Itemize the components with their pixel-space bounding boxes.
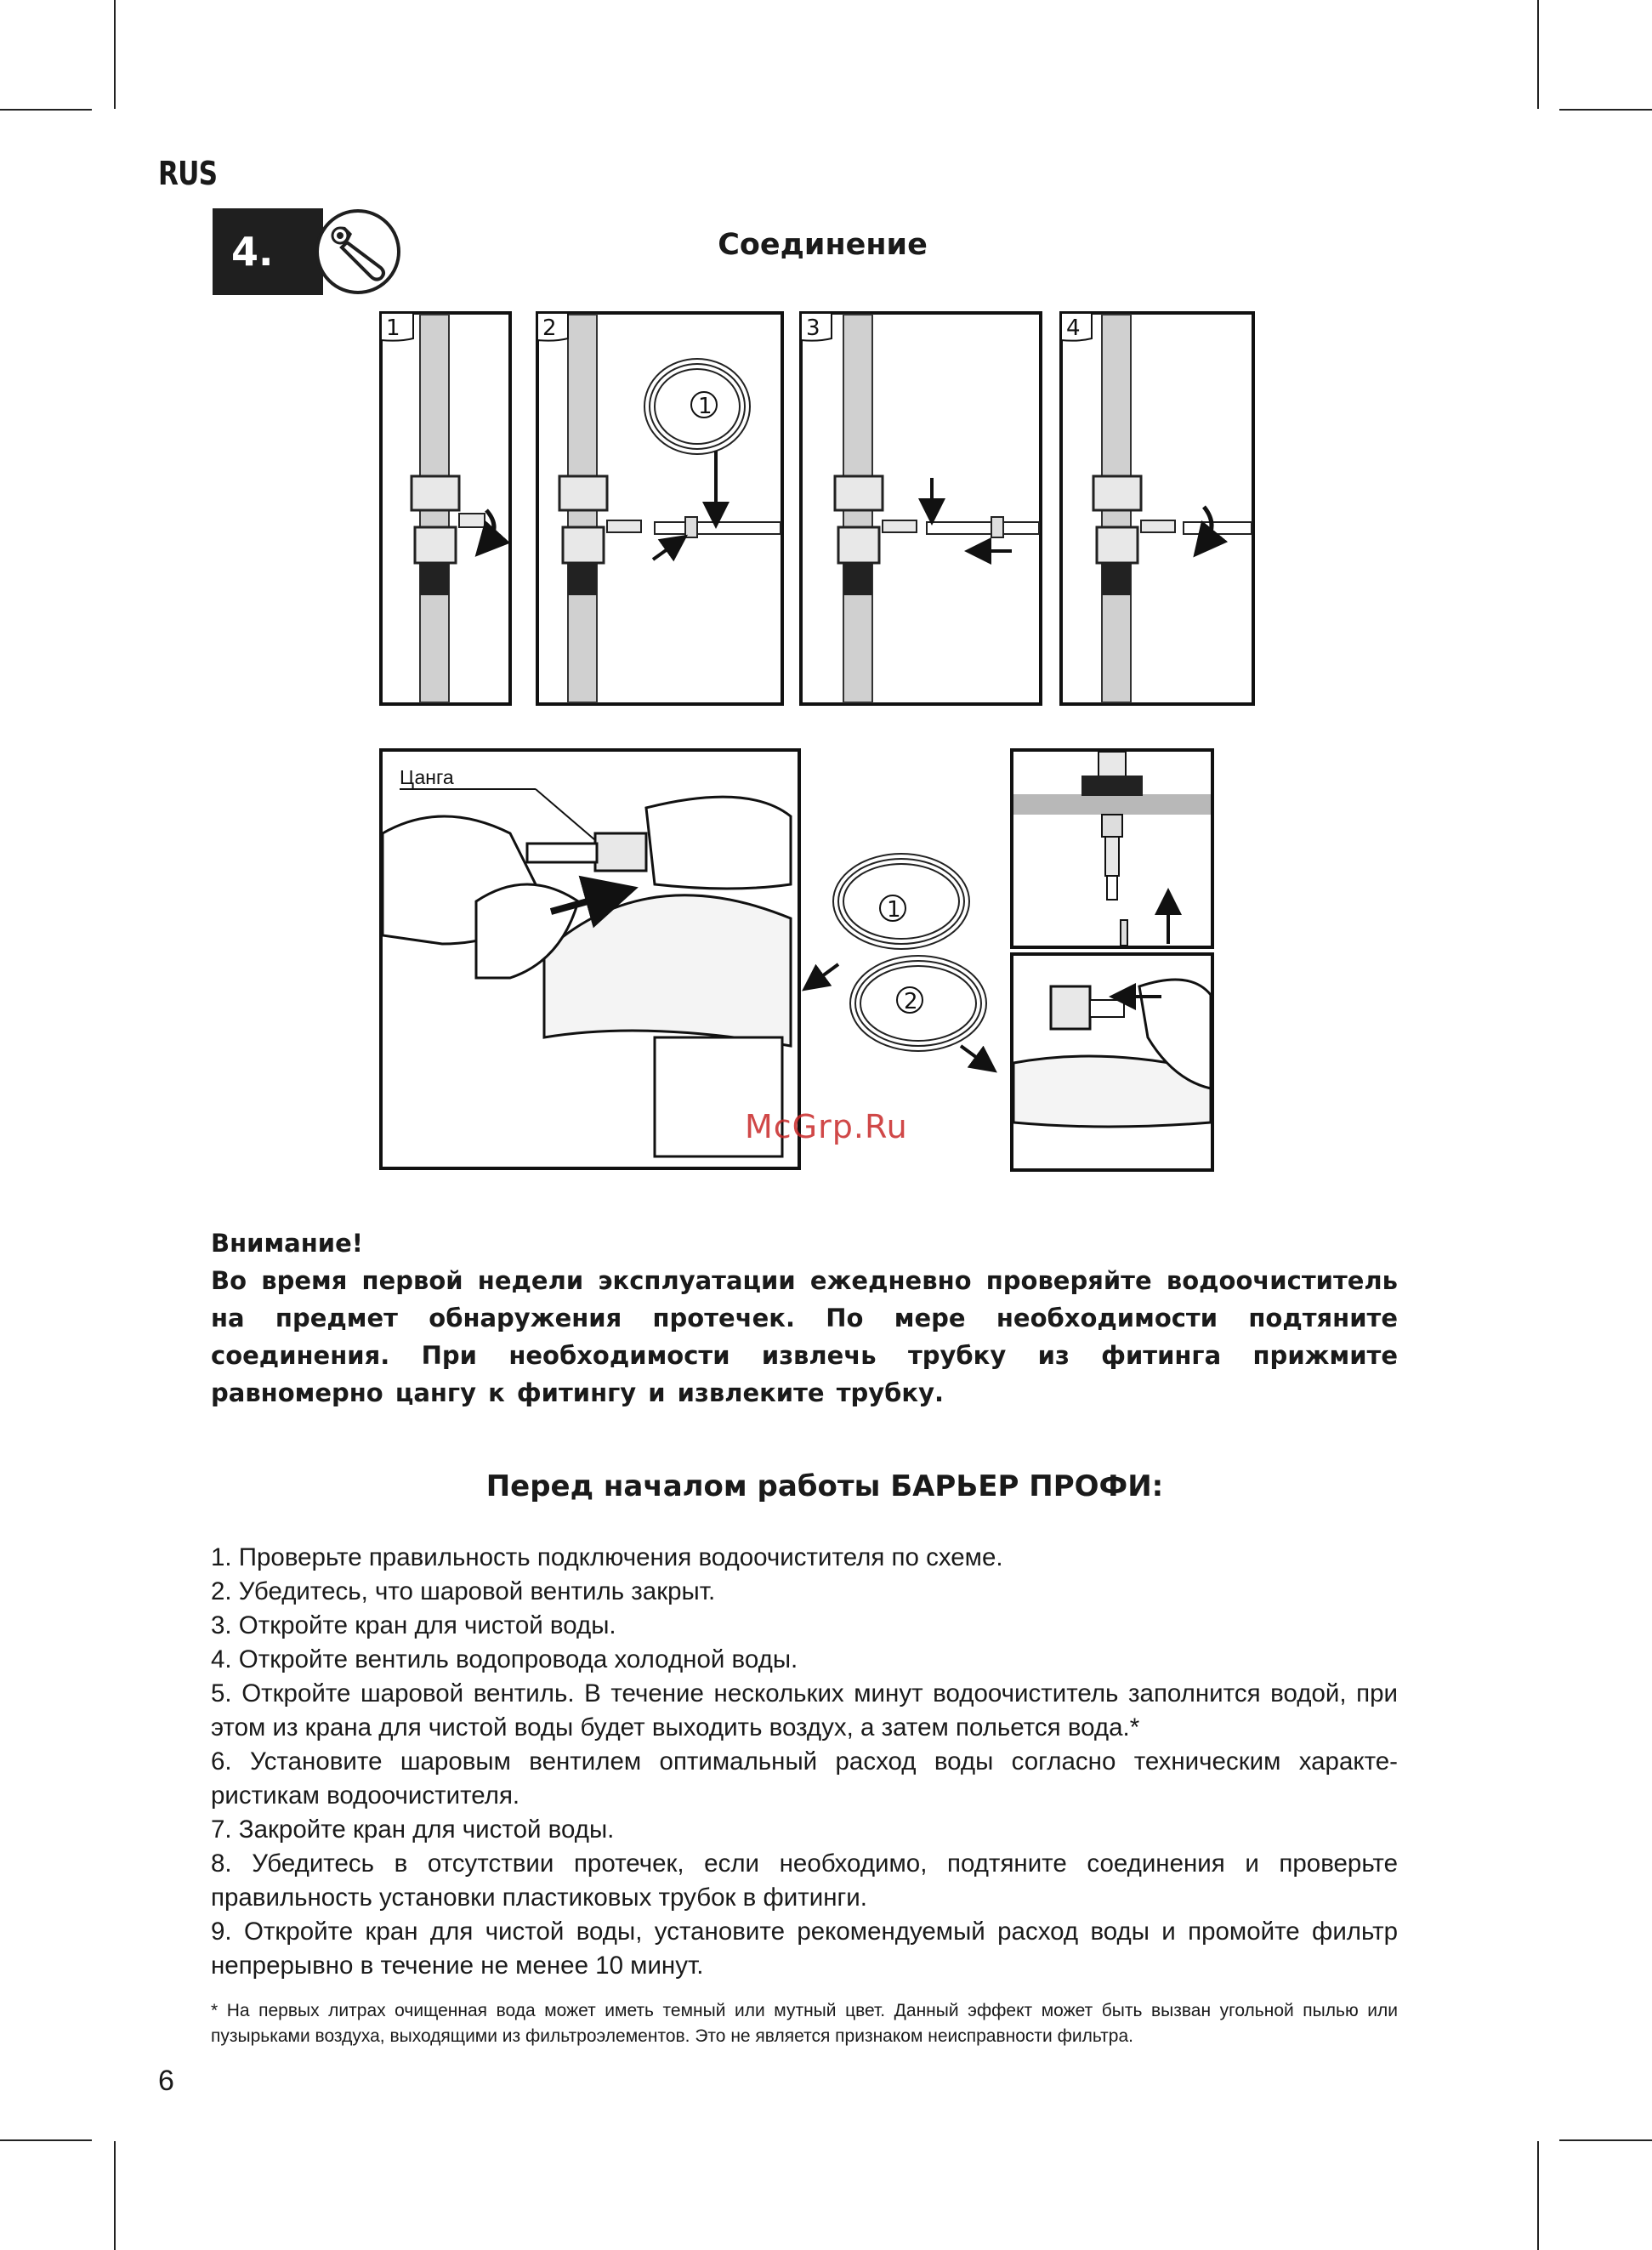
warning-title: Внимание! (211, 1229, 363, 1258)
collet-label: Цанга (400, 766, 454, 788)
crop-mark (0, 2139, 92, 2141)
list-item: 6. Установите шаровым вентилем оптимальный расход воды согласно техническим характе-ристикам водоочистителя. (211, 1747, 1398, 1810)
list-item: 7. Закройте кран для чистой воды. (211, 1815, 615, 1844)
panel-number-3: 3 (806, 315, 820, 341)
collet-illustration (381, 750, 799, 1168)
section-title: Соединение (718, 228, 928, 262)
warning-body: Во время первой недели эксплуатации ежедневно проверяйте водоочиститель на предмет обнаружения протечек. По мере необходимости подтяните соединения. При необходимости извлечь трубку из фитинга прижмите равномерно цангу к фитингу и извлеките трубку. (211, 1266, 1398, 1407)
list-item: 5. Откройте шаровой вентиль. В течение нескольких минут водоочиститель заполнится водой, при этом из крана для чистой воды будет выходить воздух, а затем польется вода.* (211, 1679, 1398, 1741)
footnote: * На первых литрах очищенная вода может иметь темный или мутный цвет. Данный эффект может быть вызван угольной пылью или пузырьками воздуха, выходящими из фильтроэлементов. Это не является признаком неисправности фильтра. (211, 2001, 1398, 2046)
tap-connection-illustration (1012, 750, 1212, 947)
step-panel-2 (537, 313, 782, 704)
panel-number-2: 2 (542, 315, 557, 341)
list-item: 1. Проверьте правильность подключения водоочистителя по схеме. (211, 1543, 1003, 1571)
before-start-title: Перед началом работы БАРЬЕР ПРОФИ: (485, 1469, 1164, 1503)
coil-label: 1 (698, 394, 712, 419)
watermark: McGrp.Ru (745, 1108, 908, 1145)
step-panel-3 (801, 313, 1041, 704)
before-start-steps (211, 1541, 1398, 1983)
list-item: 4. Откройте вентиль водопровода холодной воды. (211, 1645, 798, 1673)
warning-block (211, 1224, 1398, 1412)
step-panel-1 (381, 313, 510, 704)
step-number-badge: 4. (213, 208, 323, 295)
panel-number-4: 4 (1066, 315, 1081, 341)
language-label: RUS (158, 155, 218, 192)
page-number: 6 (158, 2065, 174, 2097)
list-item: 9. Откройте кран для чистой воды, установите рекомендуемый расход воды и промойте фильтр непрерывно в течение не менее 10 минут. (211, 1918, 1398, 1980)
crop-mark (1559, 2139, 1652, 2141)
crop-mark (114, 2141, 116, 2250)
panel-number-1: 1 (386, 315, 400, 341)
list-item: 8. Убедитесь в отсутствии протечек, если необходимо, подтяните соединения и проверьте правильность установки пластиковых трубок в фитинги. (211, 1849, 1398, 1912)
filter-connection-illustration (1012, 954, 1212, 1170)
list-item: 2. Убедитесь, что шаровой вентиль закрыт. (211, 1577, 716, 1605)
step-panel-4 (1061, 313, 1253, 704)
tube-coils (813, 854, 986, 1065)
coil-label: 2 (904, 989, 918, 1014)
crop-mark (1537, 2141, 1539, 2250)
coil-label: 1 (887, 897, 901, 923)
list-item: 3. Откройте кран для чистой воды. (211, 1611, 616, 1639)
